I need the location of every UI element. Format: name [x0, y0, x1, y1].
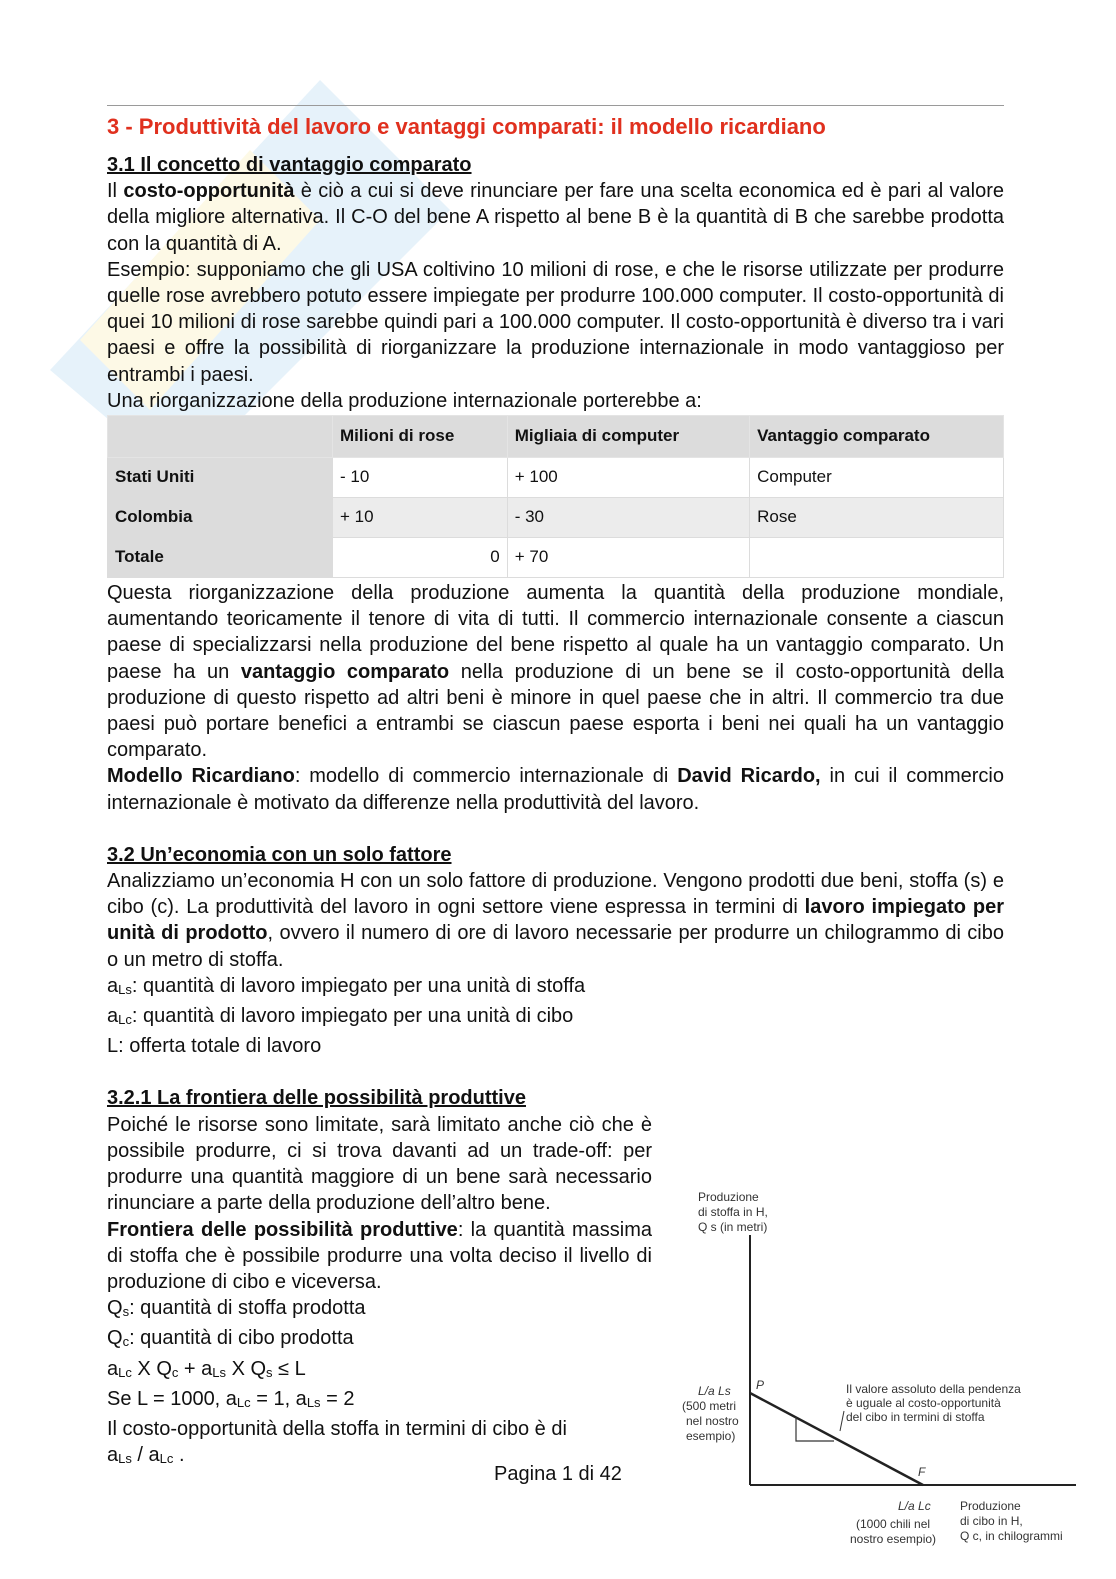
paragraph-riorganizzazione: Una riorganizzazione della produzione internazionale porterebbe a:	[107, 389, 702, 412]
section-title-3-1: 3.1 Il concetto di vantaggio comparato	[107, 154, 472, 176]
paragraph-costo-opportunita: Il costo-opportunità è ciò a cui si deve rinunciare per fare una scelta economica ed è pari al valore della migliore alternativa. Il C-O del bene A rispetto al bene B è la quantità di B che sarebbe prodotta con la quantità di A.	[107, 180, 1004, 255]
slope-note-line2: è uguale al costo-opportunità	[846, 1396, 1001, 1410]
x-intercept-note1: (1000 chili nel	[856, 1517, 931, 1531]
definition-qs: $Q_s$: quantità di stoffa prodotta	[107, 1297, 366, 1320]
example-values: Se L = 1000, $a_{Lc} = 1$, $a_{Ls} = 2$	[107, 1387, 355, 1410]
y-intercept-note1: (500 metri	[682, 1399, 737, 1413]
point-p-label: P	[756, 1378, 765, 1392]
section-title-3-2: 3.2 Un’economia con un solo fattore	[107, 843, 452, 866]
row-header-cell: Colombia	[108, 498, 333, 538]
table-header-cell: Milioni di rose	[333, 416, 508, 458]
paragraph-economia-h: Analizziamo un’economia H con un solo fattore di produzione. Vengono prodotti due beni, stoffa (s) e cibo (c). La produttività del lavoro in ogni settore viene espressa in termini di lavoro impiegato per unità di prodotto, ovvero il numero di ore di lavoro necessarie per produrre un chilogrammo di cibo o un metro di stoffa.	[107, 870, 1004, 971]
x-intercept-note2: nostro esempio)	[850, 1532, 937, 1546]
definition-alc: $a_{Lc}$: quantità di lavoro impiegato per una unità di cibo	[107, 1005, 574, 1028]
table-row	[108, 538, 1004, 578]
opportunity-cost-text: Il costo-opportunità della stoffa in termini di cibo è di	[107, 1417, 567, 1440]
slope-note-line3: del cibo in termini di stoffa	[846, 1410, 985, 1424]
paragraph-frontiera: Frontiera delle possibilità produttive: la quantità massima di stoffa che è possibile produrre una volta deciso il livello di produzione di cibo e viceversa.	[107, 1218, 652, 1293]
point-f-label: F	[918, 1465, 926, 1479]
x-axis-label-line2: di cibo in H,	[960, 1514, 1023, 1528]
left-column	[107, 1217, 652, 1473]
ppf-diagram	[668, 1185, 1088, 1555]
slope-note-line1: Il valore assoluto della pendenza	[846, 1382, 1021, 1396]
row-header-cell: Totale	[108, 538, 333, 578]
paragraph-trade-off: Poiché le risorse sono limitate, sarà limitato anche ciò che è possibile produrre, ci si trova davanti ad un trade-off: per produrre una quantità maggiore di un bene sarà necessario rinunciare a parte della produzione dell’altro bene.	[107, 1113, 652, 1215]
table-cell: + 70	[507, 538, 749, 578]
chapter-title: 3 - Produttività del lavoro e vantaggi comparati: il modello ricardiano	[107, 114, 826, 139]
table-header-cell	[108, 416, 333, 458]
page-footer: Pagina 1 di 42	[494, 1463, 622, 1485]
x-intercept-label: L/a Lc	[898, 1499, 931, 1513]
note-pointer	[840, 1411, 844, 1431]
row-header-cell: Stati Uniti	[108, 458, 333, 498]
paragraph-esempio: Esempio: supponiamo che gli USA coltivino 10 milioni di rose, e che le risorse utilizzate per produrre quelle rose avrebbero potuto essere impiegate per produrre 100.000 computer. Il costo-opportunità di quei 10 milioni di rose sarebbe quindi pari a 100.000 computer. Il costo-opportunità è diverso tra i vari paesi e offre la possibilità di riorganizzare la produzione internazionale in modo vantaggioso per entrambi i paesi.	[107, 258, 1004, 386]
table-cell: Computer	[750, 458, 1004, 498]
definition-als: $a_{Ls}$: quantità di lavoro impiegato per una unità di stoffa	[107, 974, 586, 997]
y-axis-label-line3: Q s (in metri)	[698, 1220, 768, 1234]
x-axis-label-line1: Produzione	[960, 1499, 1021, 1513]
y-intercept-note2: nel nostro	[686, 1414, 739, 1428]
table-cell: Rose	[750, 498, 1004, 538]
y-axis-label-line1: Produzione	[698, 1190, 759, 1204]
table-cell: - 10	[333, 458, 508, 498]
inequality: $a_{Lc}$ X $Q_c + a_{Ls}$ X $Q_s \le L$	[107, 1357, 306, 1380]
table-header-cell: Vantaggio comparato	[750, 416, 1004, 458]
x-axis-label-line3: Q c, in chilogrammi	[960, 1529, 1063, 1543]
table-cell: - 30	[507, 498, 749, 538]
y-intercept-label: L/a Ls	[698, 1384, 731, 1398]
paragraph-modello-ricardiano: Modello Ricardiano: modello di commercio internazionale di David Ricardo, in cui il commercio internazionale è motivato da differenze nella produttività del lavoro.	[107, 765, 1004, 814]
y-intercept-note3: esempio)	[686, 1429, 736, 1443]
definition-qc: $Q_c$: quantità di cibo prodotta	[107, 1327, 354, 1350]
comparison-table	[107, 415, 1004, 578]
y-axis-label-line2: di stoffa in H,	[698, 1205, 768, 1219]
table-header-cell: Migliaia di computer	[507, 416, 749, 458]
definition-l: L: offerta totale di lavoro	[107, 1035, 322, 1058]
table-cell: + 10	[333, 498, 508, 538]
table-cell	[750, 538, 1004, 578]
table-cell: + 100	[507, 458, 749, 498]
table-row	[108, 498, 1004, 538]
opportunity-cost-formula: $a_{Ls} / a_{Lc}$ .	[107, 1444, 185, 1467]
table-header-row	[108, 416, 1004, 458]
paragraph-vantaggio-comparato: Questa riorganizzazione della produzione aumenta la quantità della produzione mondiale, aumentando teoricamente il tenore di vita di tutti. Il commercio internazionale consente a ciascun paese di specializzarsi nella produzione del bene rispetto al quale ha un vantaggio comparato. Un paese ha un vantaggio comparato nella produzione di un bene se il costo-opportunità della produzione di questo rispetto ad altri beni è minore in quel paese che in altri. Il commercio tra due paesi può portare benefici a entrambi se ciascun paese esporta i beni nei quali ha un vantaggio comparato.	[107, 582, 1004, 762]
top-rule	[107, 105, 1004, 106]
section-title-3-2-1: 3.2.1 La frontiera delle possibilità produttive	[107, 1087, 526, 1110]
table-row	[108, 458, 1004, 498]
table-cell: 0	[333, 538, 508, 578]
